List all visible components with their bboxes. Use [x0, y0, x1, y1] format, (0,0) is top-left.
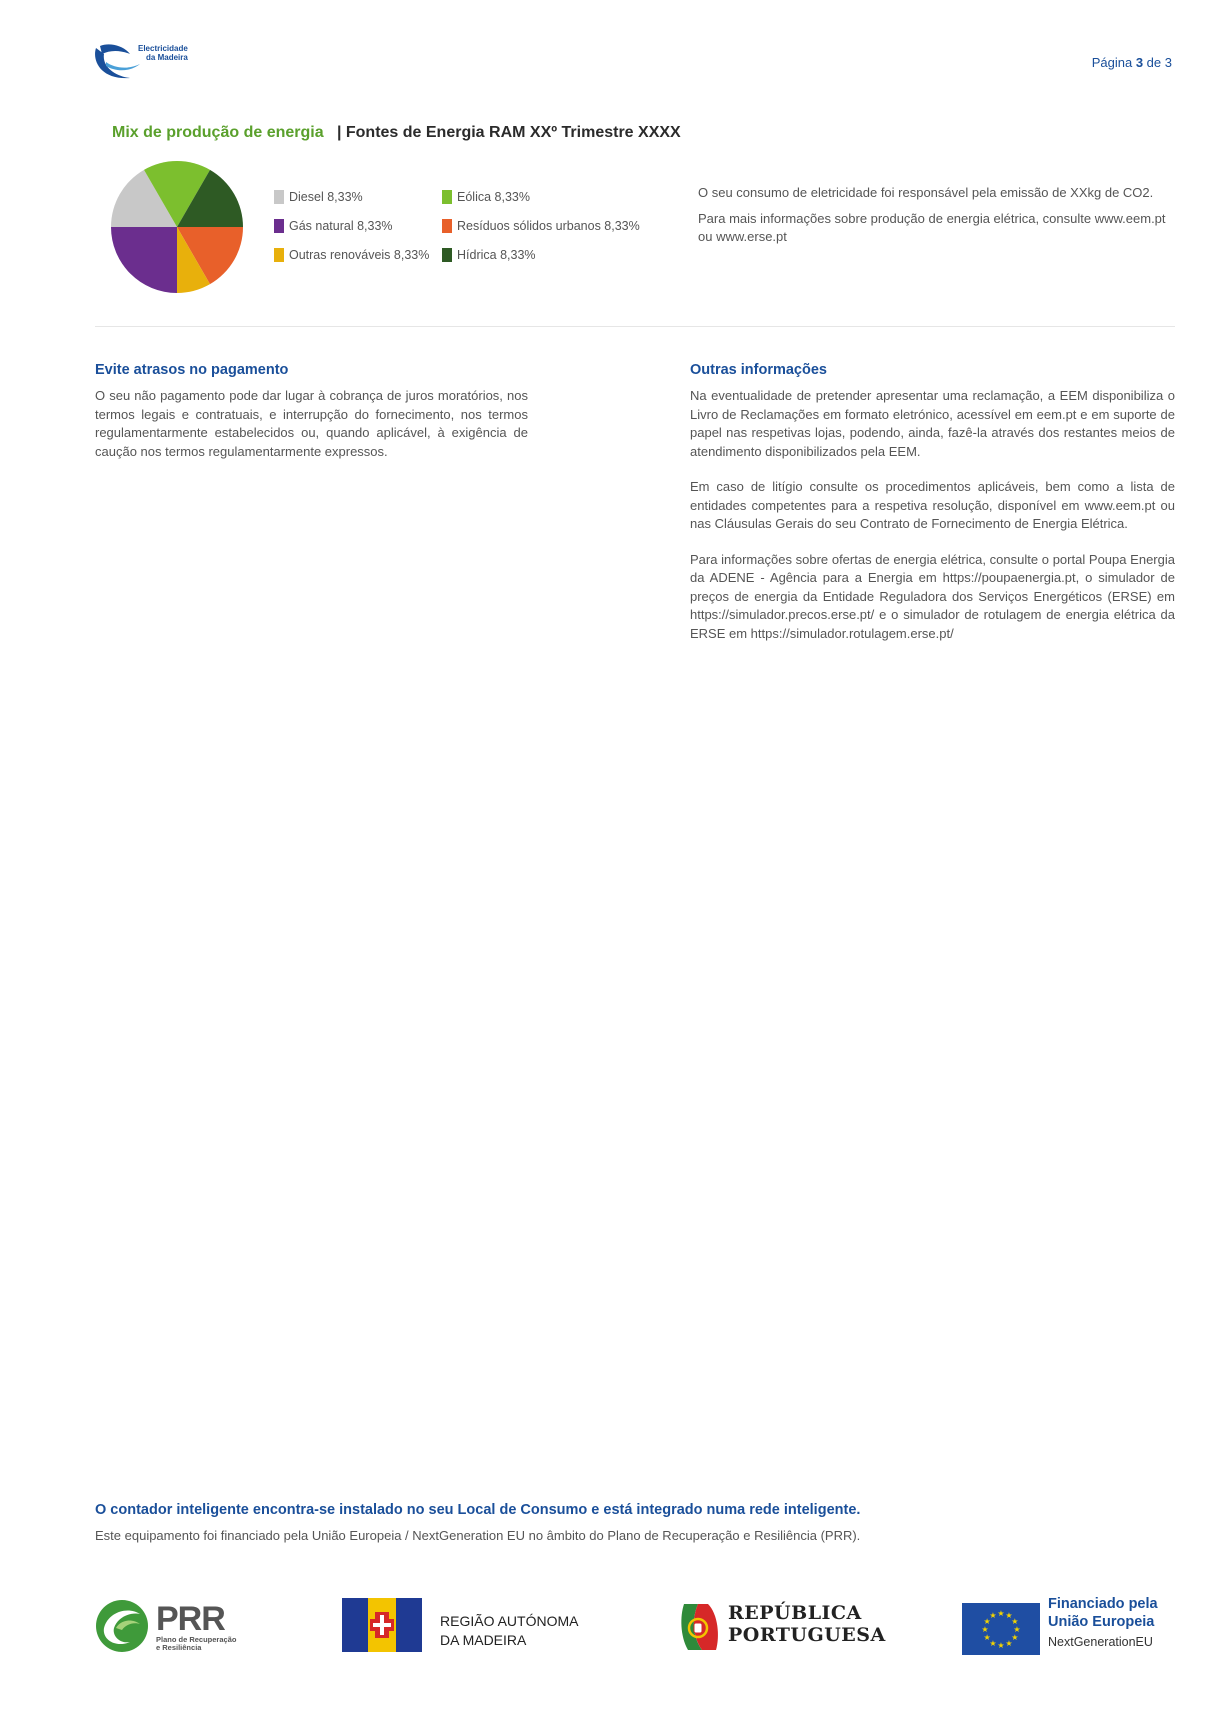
mix-title — [112, 124, 681, 142]
legend-swatch — [442, 219, 452, 233]
other-info-offers: Para informações sobre ofertas de energia elétrica, consulte o portal Poupa Energia da ADENE - Agência para a Energia em https://poupaenergia.pt, o simulador de preços de energia da Entidade Reguladora dos Serviços Energéticos (ERSE) em https://simulador.precos.erse.pt/ e o simulador de rotulagem de energia elétrica da ERSE em https://simulador.rotulagem.erse.pt/ — [690, 551, 1175, 641]
co2-info — [698, 184, 1178, 254]
portugal-emblem-icon — [678, 1600, 722, 1654]
pie-legend — [274, 189, 654, 269]
other-info-litigation: Em caso de litígio consulte os procedimentos aplicáveis, bem como a lista de entidades competentes para a respetiva resolução, disponível em www.eem.pt ou nas Cláusulas Gerais do seu Contrato de Fornecimento de Energia Elétrica. — [690, 479, 1175, 531]
eu-star-icon: ★ — [983, 1633, 991, 1642]
payment-section — [95, 362, 528, 461]
eu-star-icon: ★ — [983, 1617, 991, 1626]
madeira-logo: REGIÃO AUTÓNOMA DA MADEIRA — [342, 1598, 602, 1654]
madeira-flag-icon — [342, 1598, 422, 1652]
eu-flag-icon — [962, 1603, 1040, 1655]
legend-item — [442, 247, 536, 263]
other-info-complaints: Na eventualidade de pretender apresentar uma reclamação, a EEM disponibiliza o Livro de Reclamações em formato eletrónico, acessível em eem.pt e em suporte de papel nas respetivas lojas, podendo, ainda, fazê-la através dos restantes meios de atendimento disponibilizados pela EEM. — [690, 388, 1175, 459]
mix-title-sub: | Fontes de Energia RAM XXº Trimestre XXXX — [336, 124, 681, 141]
payment-section-text: O seu não pagamento pode dar lugar à cobrança de juros moratórios, nos termos legais e contratuais, e interrupção do fornecimento, nos termos regulamentarmente estabelecidos ou, quando aplicável, à exigência de caução nos termos regulamentarmente expressos. — [95, 388, 528, 459]
legend-label: Hídrica 8,33% — [457, 248, 536, 262]
eu-funding-logo: ★ ★ ★ ★ ★ ★ ★ ★ ★ ★ ★ ★ Financiado pela União Europeia NextGenerationEU — [962, 1595, 1182, 1655]
legend-swatch — [274, 248, 284, 262]
legend-item — [442, 189, 530, 205]
mix-title-main: Mix de produção de energia — [112, 124, 324, 141]
legend-item — [274, 218, 393, 234]
eu-star-icon: ★ — [981, 1625, 989, 1634]
other-info-section — [690, 362, 1175, 660]
legend-swatch — [442, 190, 452, 204]
legend-item — [274, 247, 429, 263]
page-indicator: Página 3 de 3 — [1091, 55, 1172, 70]
logo-text: Electricidade da Madeira — [138, 44, 188, 62]
legend-label: Diesel 8,33% — [289, 190, 363, 204]
smart-meter-funding-text: Este equipamento foi financiado pela União Europeia / NextGeneration EU no âmbito do Plano de Recuperação e Resiliência (PRR). — [95, 1528, 861, 1543]
legend-item — [442, 218, 640, 234]
legend-label: Gás natural 8,33% — [289, 219, 393, 233]
eu-star-icon: ★ — [1011, 1633, 1019, 1642]
eu-star-icon: ★ — [1013, 1625, 1021, 1634]
eu-star-icon: ★ — [989, 1638, 997, 1648]
other-info-title: Outras informações — [690, 362, 827, 378]
co2-emission-text: O seu consumo de eletricidade foi responsável pela emissão de XXkg de CO2. — [698, 185, 1154, 200]
energy-mix-pie-chart — [110, 160, 244, 294]
legend-label: Eólica 8,33% — [457, 190, 530, 204]
prr-circle-icon — [94, 1598, 150, 1654]
company-logo — [90, 40, 200, 86]
eu-star-icon: ★ — [997, 1641, 1005, 1650]
eu-star-icon: ★ — [989, 1611, 997, 1621]
co2-more-info-text: Para mais informações sobre produção de energia elétrica, consulte www.eem.pt ou www.erse.pt — [698, 211, 1166, 244]
eu-star-icon: ★ — [1005, 1638, 1013, 1648]
legend-label: Outras renováveis 8,33% — [289, 248, 430, 262]
eu-star-icon: ★ — [1005, 1611, 1013, 1621]
republica-portuguesa-logo: REPÚBLICA PORTUGUESA — [678, 1600, 878, 1656]
legend-swatch — [442, 248, 452, 262]
legend-item — [274, 189, 363, 205]
funding-logos — [0, 1590, 1214, 1660]
payment-section-title: Evite atrasos no pagamento — [95, 362, 289, 378]
legend-swatch — [274, 190, 284, 204]
pie-slice-g-s-natural — [111, 227, 177, 293]
prr-logo: PRR Plano de Recuperação e Resiliência — [94, 1598, 264, 1654]
smart-meter-title: O contador inteligente encontra-se instalado no seu Local de Consumo e está integrado numa rede inteligente. — [95, 1502, 861, 1518]
legend-label: Resíduos sólidos urbanos 8,33% — [457, 219, 640, 233]
section-divider — [95, 326, 1175, 327]
eu-star-icon: ★ — [997, 1609, 1005, 1618]
legend-swatch — [274, 219, 284, 233]
eu-star-icon: ★ — [1011, 1617, 1019, 1626]
